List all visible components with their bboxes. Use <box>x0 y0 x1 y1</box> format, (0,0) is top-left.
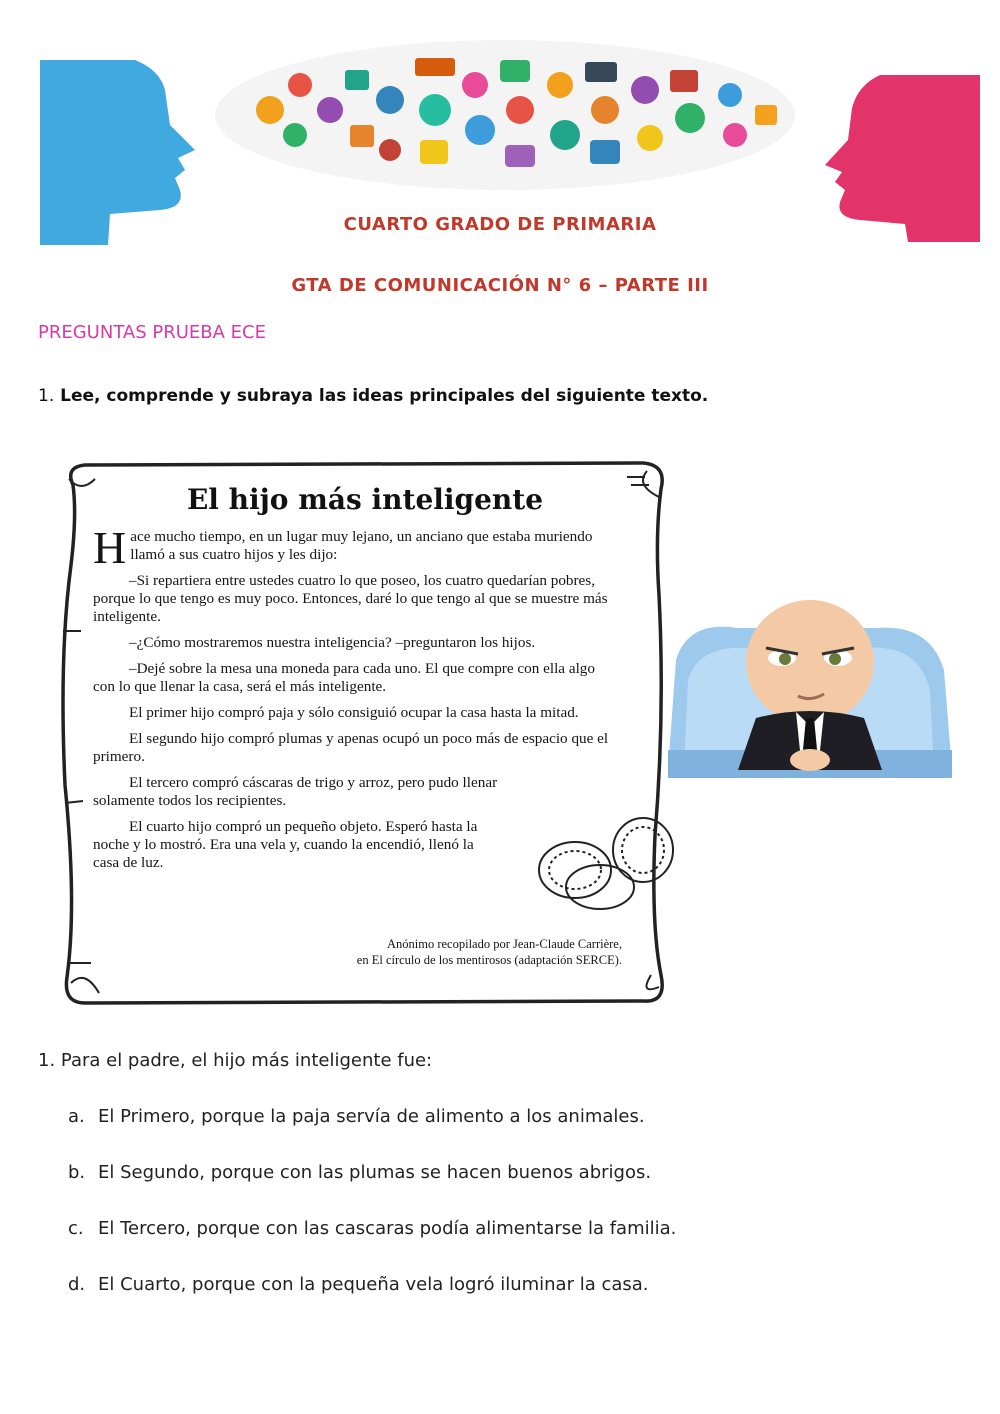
option-letter: a. <box>68 1106 85 1127</box>
story-paragraph: El segundo hijo compró plumas y apenas ocupó un poco más de espacio que el primero. <box>93 730 609 765</box>
speech-bubble-icons <box>215 40 795 190</box>
grade-heading: CUARTO GRADO DE PRIMARIA <box>343 214 657 235</box>
story-credit <box>250 936 622 968</box>
option-text: El Cuarto, porque con la pequeña vela logró iluminar la casa. <box>98 1274 649 1295</box>
guide-heading: GTA DE COMUNICACIÓN N° 6 – PARTE III <box>291 275 709 296</box>
option-text: El Tercero, porque con las cascaras podía alimentarse la familia. <box>98 1218 677 1239</box>
story-paragraph: Hace mucho tiempo, en un lugar muy lejano, un anciano que estaba muriendo llamó a sus cuatro hijos y les dijo: <box>93 522 593 573</box>
option-b[interactable] <box>68 1162 651 1183</box>
option-a[interactable] <box>68 1106 645 1127</box>
option-letter: b. <box>68 1162 86 1183</box>
story-dropcap: H <box>93 522 127 573</box>
option-letter: c. <box>68 1218 84 1239</box>
baby-character-image <box>668 600 952 778</box>
option-text: El Primero, porque la paja servía de alimento a los animales. <box>98 1106 645 1127</box>
option-text: El Segundo, porque con las plumas se hacen buenos abrigos. <box>98 1162 652 1183</box>
story-title: El hijo más inteligente <box>186 483 544 516</box>
story-paragraph: –¿Cómo mostraremos nuestra inteligencia? –preguntaron los hijos. <box>129 634 536 651</box>
instruction-text: Lee, comprende y subraya las ideas principales del siguiente texto. <box>60 386 709 406</box>
story-paragraph: El tercero compró cáscaras de trigo y arroz, pero pudo llenar solamente todos los recipientes. <box>93 774 498 809</box>
story-paragraph: –Dejé sobre la mesa una moneda para cada uno. El que compre con ella algo con lo que llenar la casa, será el más inteligente. <box>93 660 595 695</box>
option-c[interactable] <box>68 1218 676 1239</box>
option-letter: d. <box>68 1274 86 1295</box>
credit-line-1: Anónimo recopilado por Jean-Claude Carrière, <box>387 937 622 951</box>
instruction <box>38 386 708 406</box>
section-title: PREGUNTAS PRUEBA ECE <box>38 322 266 343</box>
option-d[interactable] <box>68 1274 649 1295</box>
instruction-number: 1. <box>38 386 55 406</box>
story-text <box>93 522 613 880</box>
story-paragraph: El primer hijo compró paja y sólo consiguió ocupar la casa hasta la mitad. <box>129 704 579 721</box>
story-paragraph: El cuarto hijo compró un pequeño objeto. Esperó hasta la noche y lo mostró. Era una vela y, cuando la encendió, llenó la casa de luz. <box>93 818 478 871</box>
credit-line-2: en El círculo de los mentirosos (adaptación SERCE). <box>356 953 622 967</box>
story-paragraph: –Si repartiera entre ustedes cuatro lo que poseo, los cuatro quedarían pobres, porque lo que tengo es muy poco. Entonces, daré lo que tengo al que se muestre más inteligente. <box>93 572 608 625</box>
question-text: 1. Para el padre, el hijo más inteligente fue: <box>38 1050 433 1071</box>
